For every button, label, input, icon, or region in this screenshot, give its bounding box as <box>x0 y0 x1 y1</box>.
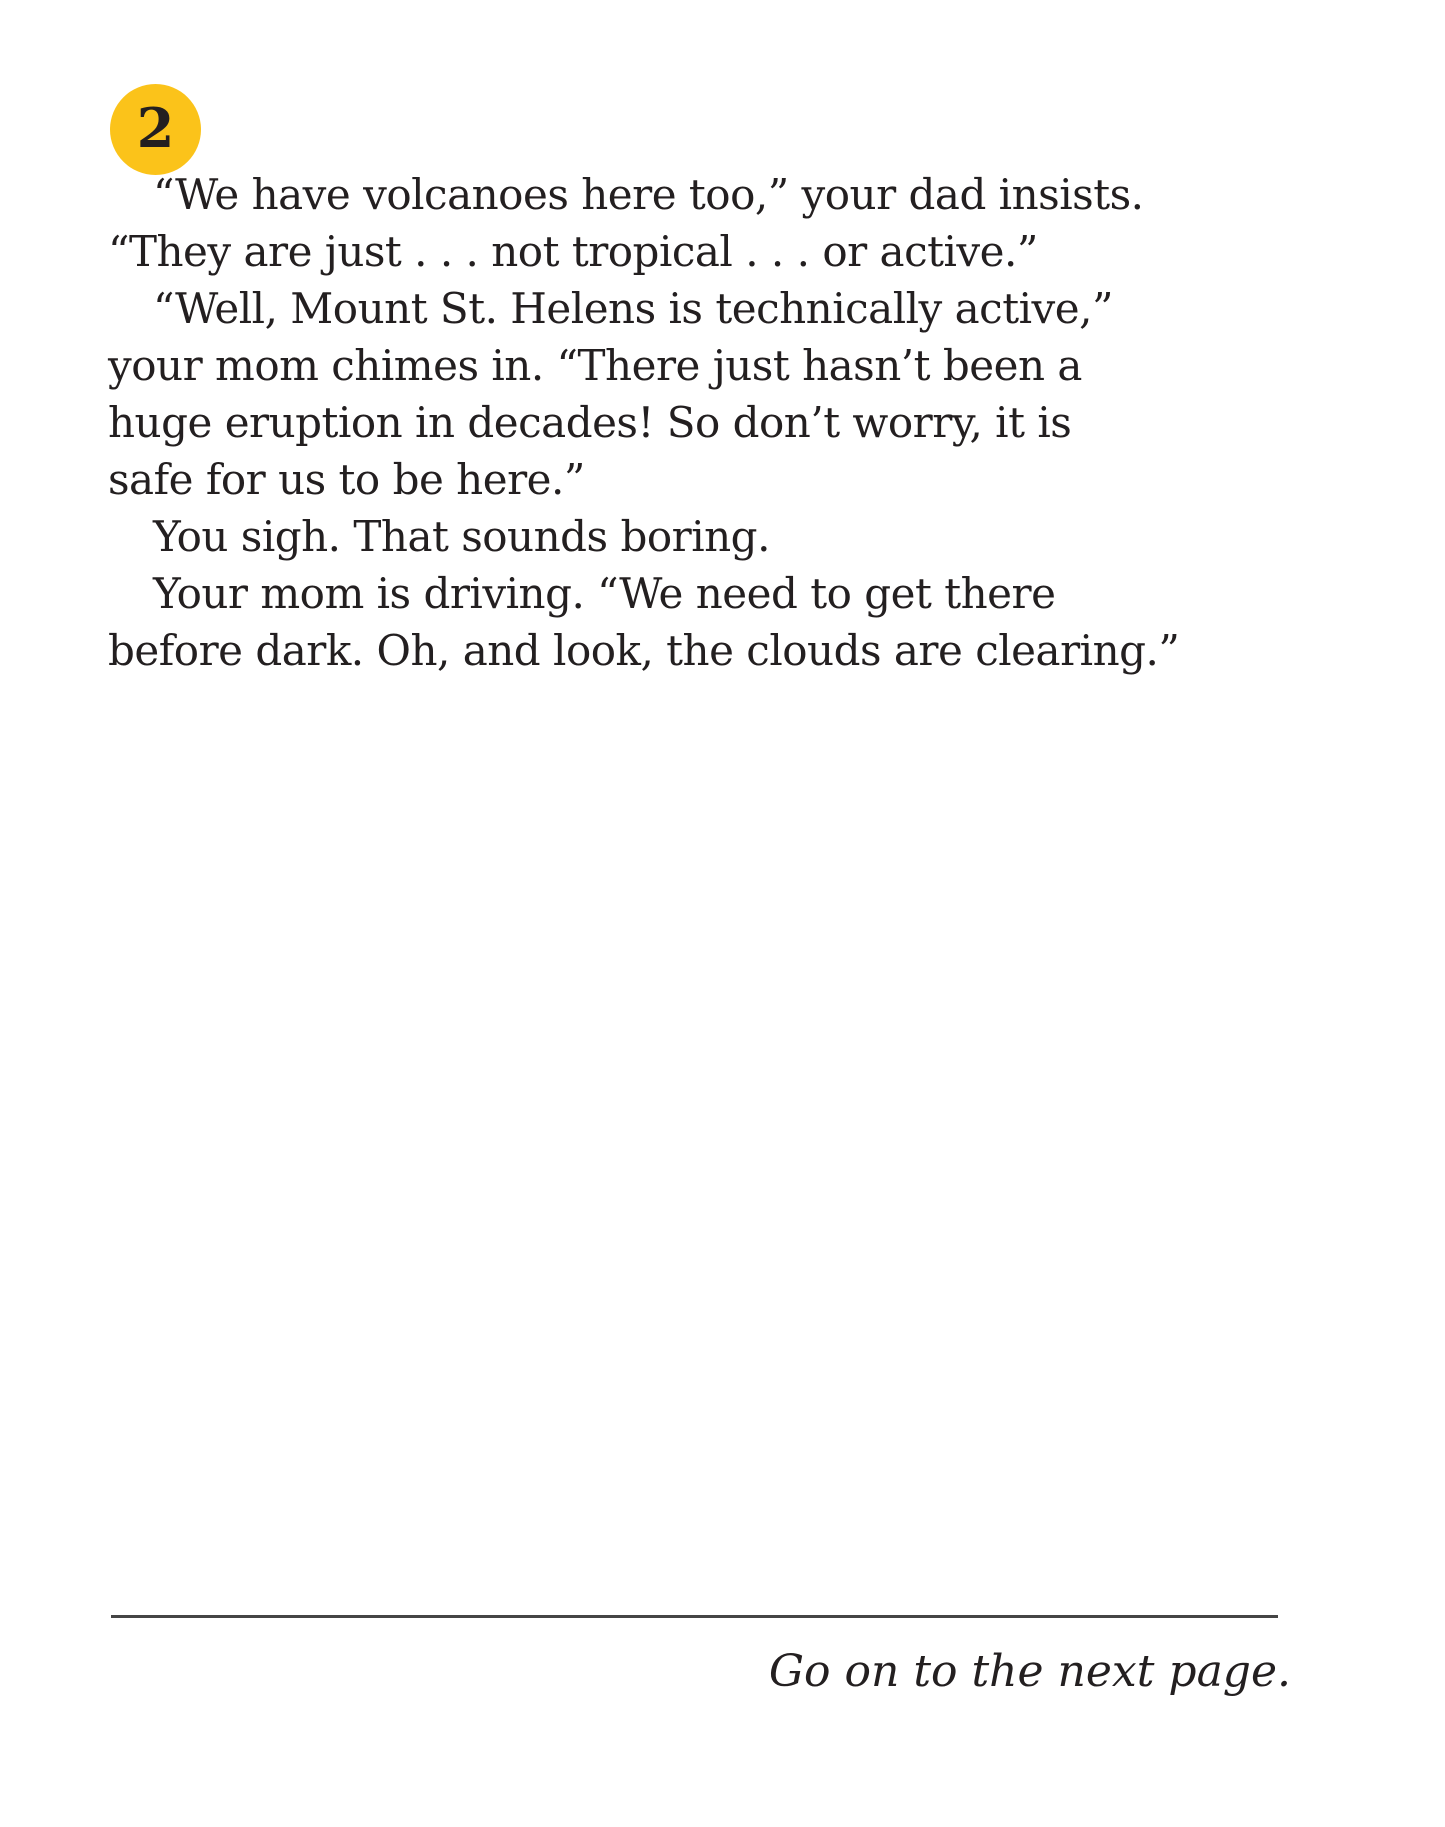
next-page-instruction: Go on to the next page. <box>768 1646 1291 1697</box>
passage <box>108 166 1388 679</box>
passage-line: You sigh. That sounds boring. <box>153 512 770 561</box>
paragraph <box>108 280 1388 508</box>
passage-line: before dark. Oh, and look, the clouds are clearing.” <box>108 626 1180 675</box>
passage-line: “Well, Mount St. Helens is technically active,” <box>153 284 1113 333</box>
page-number-badge <box>110 84 201 175</box>
passage-line: “They are just . . . not tropical . . . or active.” <box>108 227 1038 276</box>
passage-line: “We have volcanoes here too,” your dad insists. <box>153 170 1144 219</box>
passage-line: Your mom is driving. “We need to get there <box>153 569 1056 618</box>
passage-line: huge eruption in decades! So don’t worry, it is <box>108 398 1072 447</box>
paragraph <box>108 166 1388 280</box>
footer-divider <box>111 1615 1278 1618</box>
page-number: 2 <box>136 95 175 160</box>
paragraph <box>108 508 1388 565</box>
passage-line: your mom chimes in. “There just hasn’t been a <box>108 341 1082 390</box>
paragraph <box>108 565 1388 679</box>
passage-line: safe for us to be here.” <box>108 455 585 504</box>
